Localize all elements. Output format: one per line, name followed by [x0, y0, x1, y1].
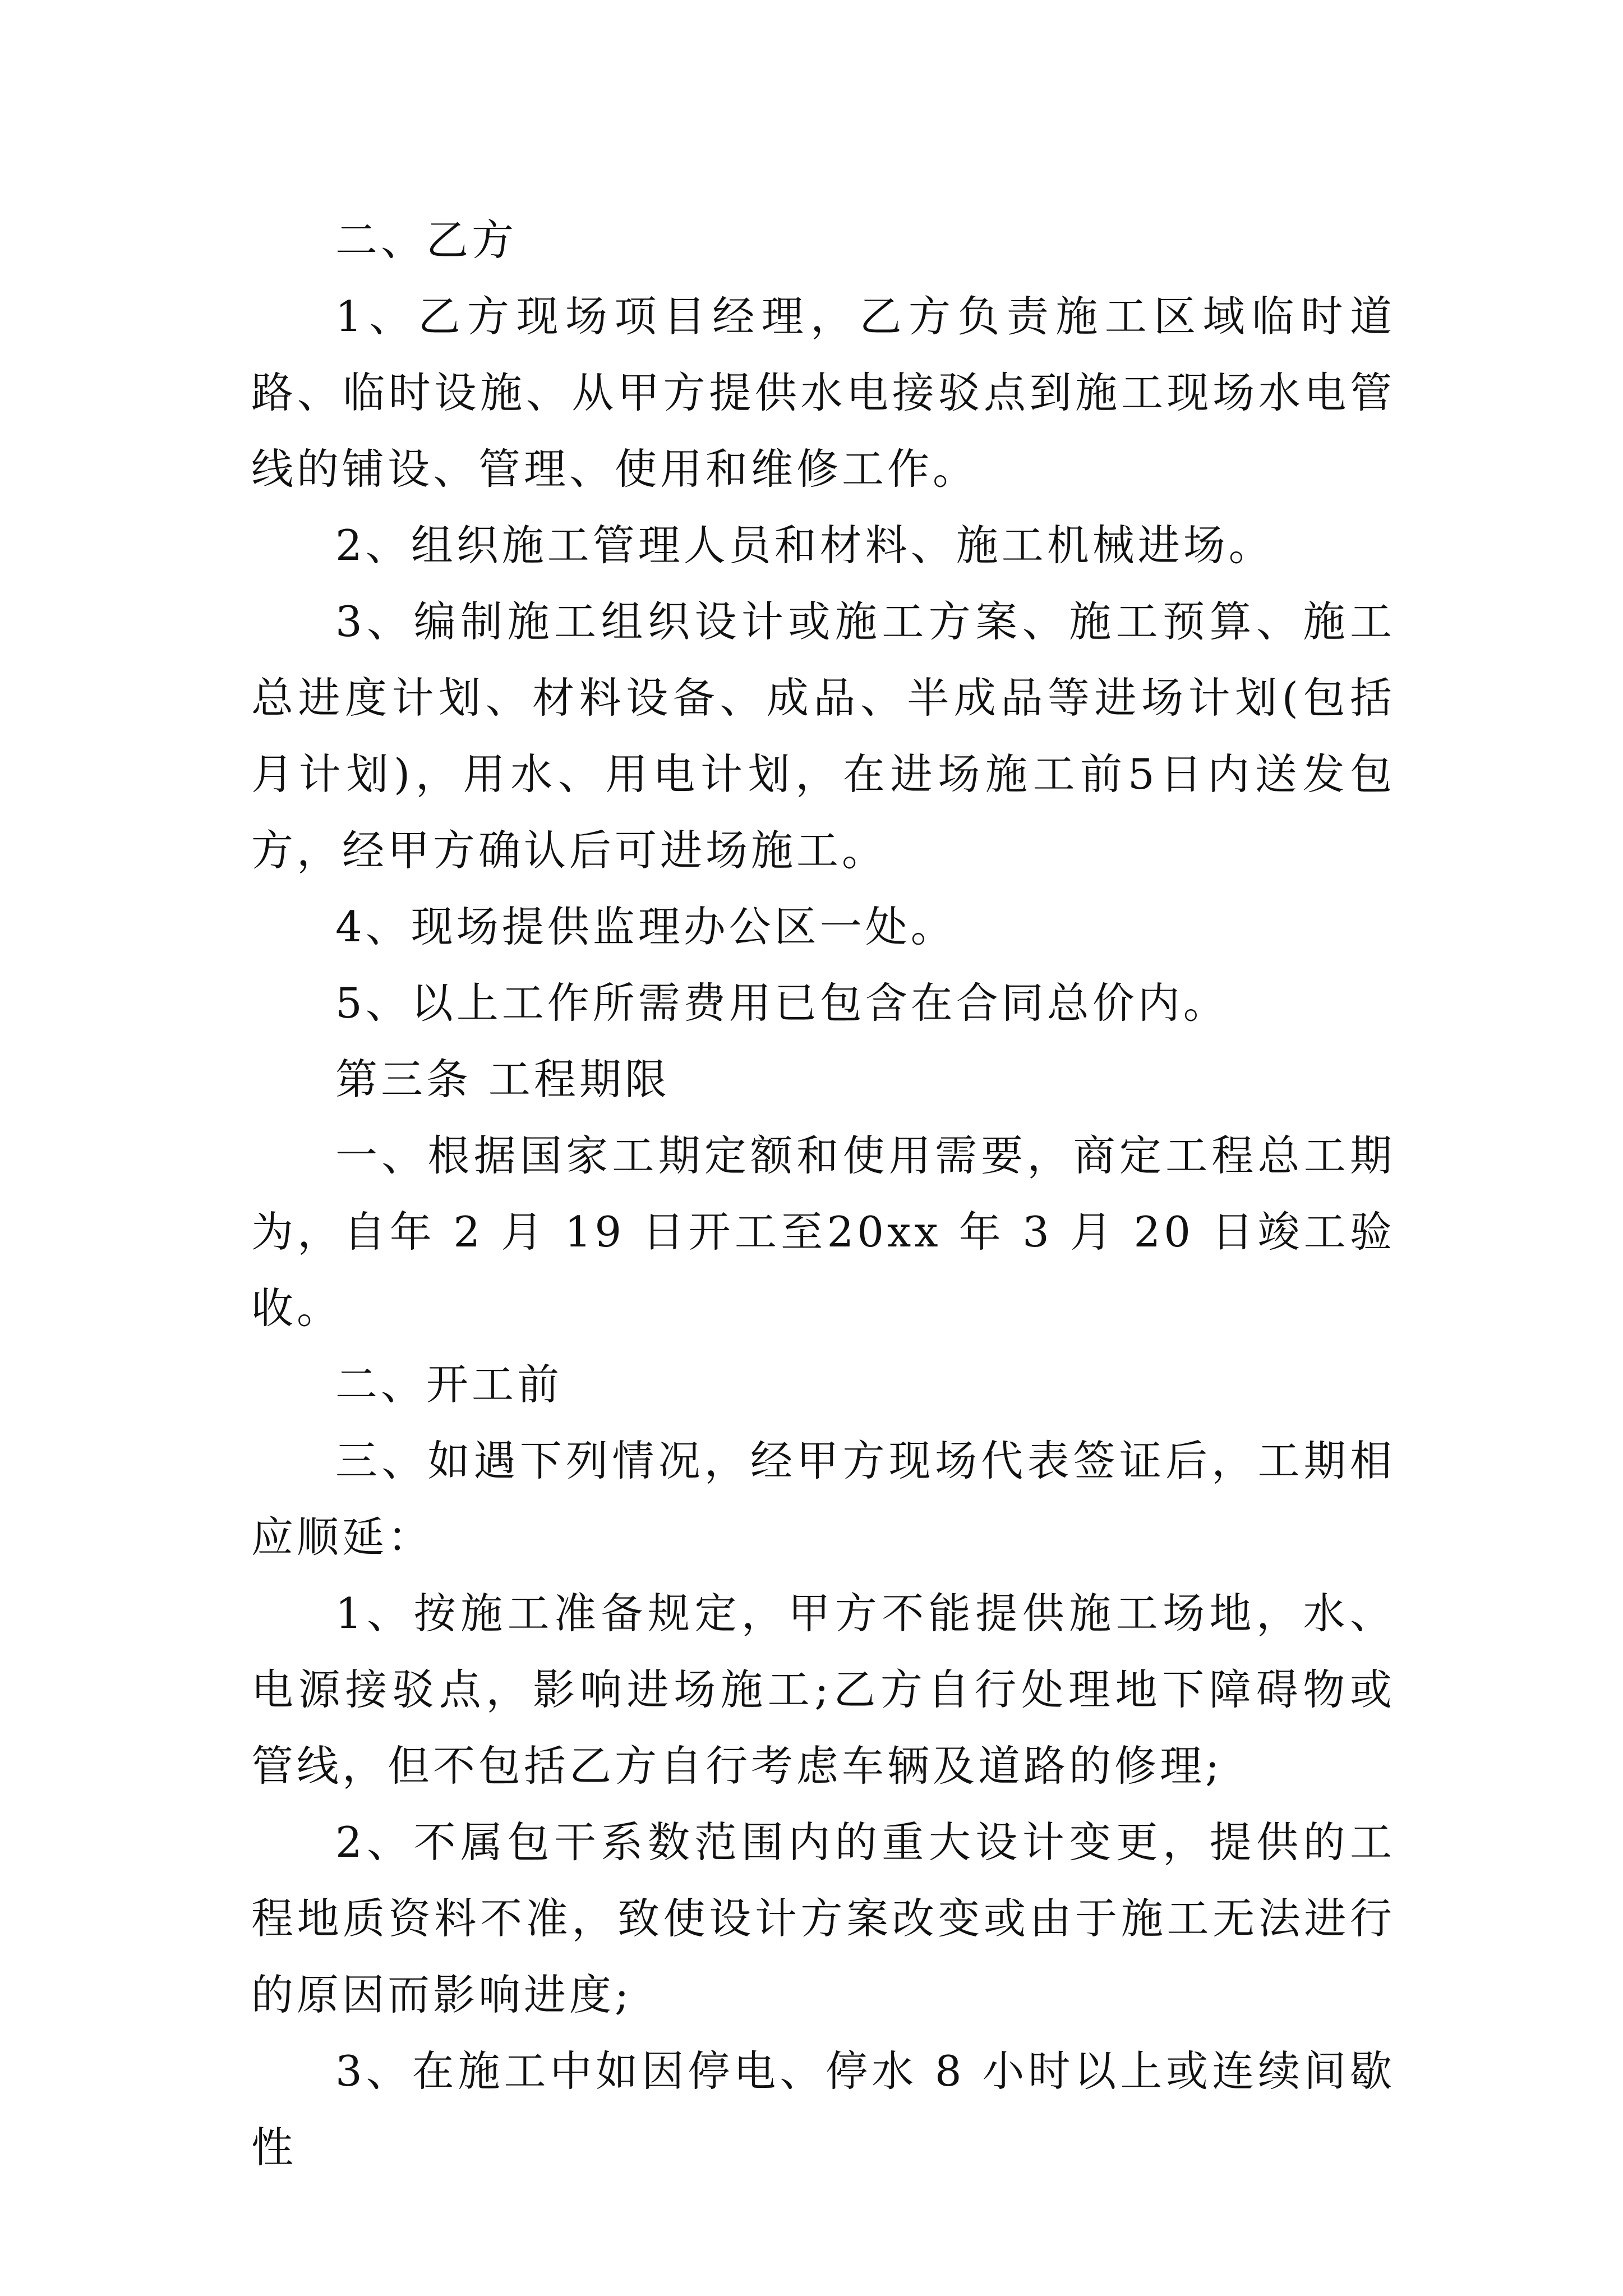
- paragraph-item-3: 3、编制施工组织设计或施工方案、施工预算、施工总进度计划、材料设备、成品、半成品等进场计划(包括月计划)，用水、用电计划，在进场施工前5日内送发包方，经甲方确认后可进场施工。: [251, 597, 1395, 875]
- paragraph-condition-2: 2、不属包干系数范围内的重大设计变更，提供的工程地质资料不准，致使设计方案改变或由于施工无法进行的原因而影响进度;: [251, 1818, 1395, 2019]
- paragraph-item-2: 2、组织施工管理人员和材料、施工机械进场。: [335, 521, 1274, 570]
- paragraph-condition-3: 3、在施工中如因停电、停水 8 小时以上或连续间歇性: [251, 2046, 1395, 2172]
- paragraph-condition-1: 1、按施工准备规定，甲方不能提供施工场地，水、电源接驳点，影响进场施工;乙方自行处理地下障碍物或管线，但不包括乙方自行考虑车辆及道路的修理;: [251, 1589, 1395, 1791]
- paragraph-schedule-1: 一、根据国家工期定额和使用需要，商定工程总工期为，自年 2 月 19 日开工至20xx 年 3 月 20 日竣工验收。: [251, 1131, 1395, 1333]
- document-body: [251, 202, 1395, 2185]
- paragraph-item-1: 1、乙方现场项目经理，乙方负责施工区域临时道路、临时设施、从甲方提供水电接驳点到施工现场水电管线的铺设、管理、使用和维修工作。: [251, 292, 1395, 494]
- paragraph-schedule-3: 三、如遇下列情况，经甲方现场代表签证后，工期相应顺延：: [251, 1436, 1395, 1562]
- article-heading-3: 第三条 工程期限: [335, 1055, 670, 1104]
- paragraph-schedule-2: 二、开工前: [335, 1360, 563, 1409]
- paragraph-item-4: 4、现场提供监理办公区一处。: [335, 902, 956, 951]
- section-heading-party-b: 二、乙方: [335, 215, 518, 265]
- paragraph-item-5: 5、以上工作所需费用已包含在合同总价内。: [335, 978, 1229, 1028]
